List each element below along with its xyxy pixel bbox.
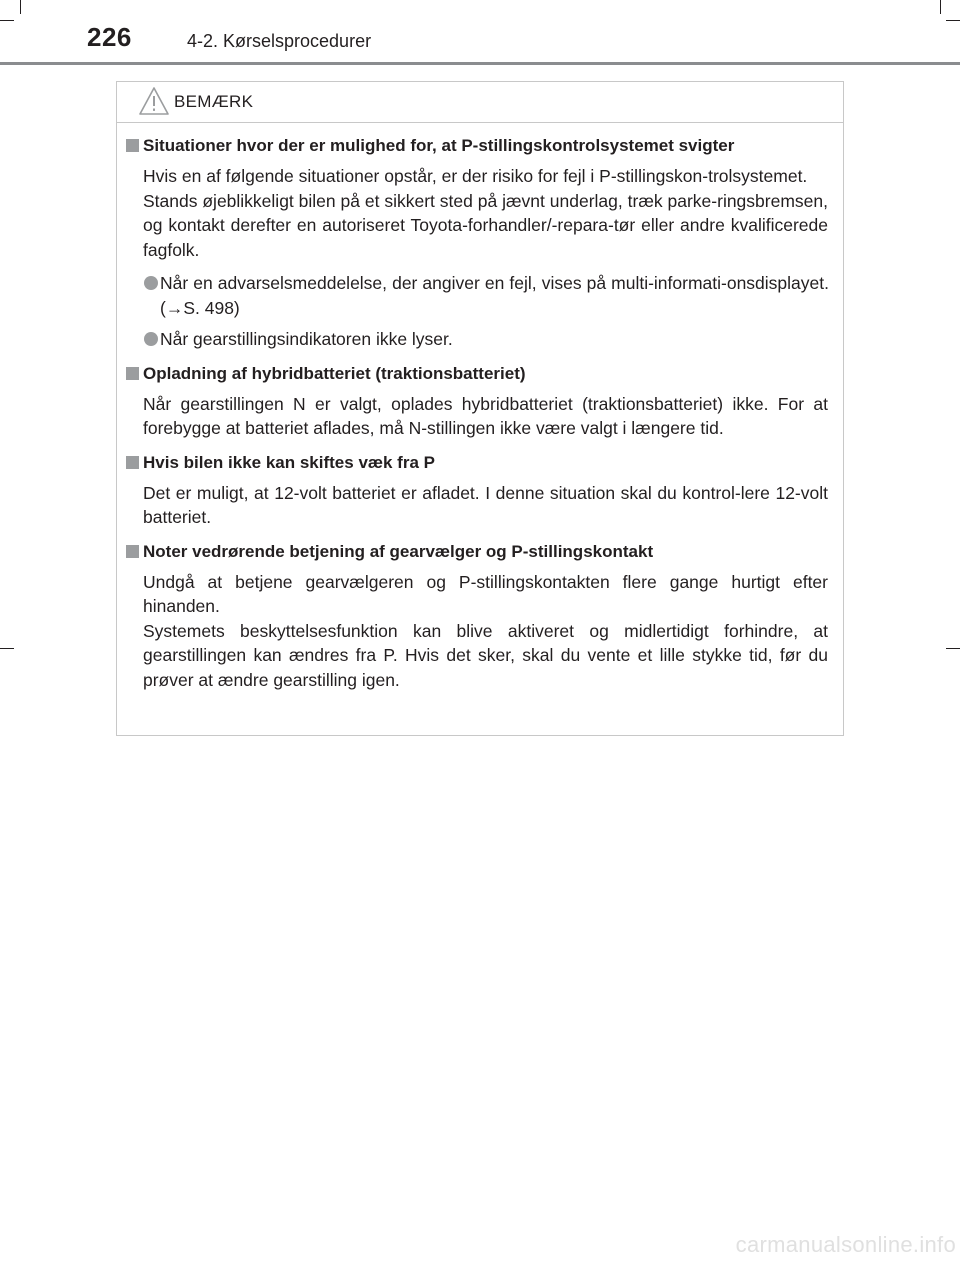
- page-number: 226: [87, 22, 132, 52]
- section-heading-text: Opladning af hybridbatteriet (traktionsbatteriet): [143, 363, 526, 383]
- square-bullet-icon: [126, 367, 139, 380]
- list-item-text: Når en advarselsmeddelelse, der angiver en fejl, vises på multi-informati-onsdisplayet. (→S. 498): [160, 273, 829, 318]
- section-heading: [117, 539, 843, 565]
- header-rule: [0, 62, 960, 65]
- warning-triangle-icon: [138, 86, 170, 116]
- notice-section: [117, 539, 843, 693]
- paragraph: Det er muligt, at 12-volt batteriet er afladet. I denne situation skal du kontrol-lere 12-volt batteriet.: [143, 482, 828, 527]
- section-heading-text: Noter vedrørende betjening af gearvælger og P-stillingskontakt: [143, 541, 654, 561]
- section-heading: [117, 133, 843, 159]
- square-bullet-icon: [126, 139, 139, 152]
- section-heading: [117, 450, 843, 476]
- section-title: 4-2. Kørselsprocedurer: [187, 31, 372, 51]
- square-bullet-icon: [126, 456, 139, 469]
- section-heading-text: Hvis bilen ikke kan skiftes væk fra P: [143, 452, 435, 472]
- circle-bullet-icon: [144, 332, 158, 346]
- square-bullet-icon: [126, 545, 139, 558]
- crop-mark: [0, 648, 14, 649]
- section-heading-text: Situationer hvor der er mulighed for, at P-stillingskontrolsystemet svigter: [143, 136, 735, 155]
- spacer: [117, 441, 843, 450]
- notice-body: [117, 133, 843, 692]
- notice-section: [117, 450, 843, 530]
- notice-label: BEMÆRK: [174, 92, 254, 111]
- paragraph: Hvis en af følgende situationer opstår, er der risiko for fejl i P-stillingskon-trolsystemet.: [143, 166, 808, 186]
- circle-bullet-icon: [144, 276, 158, 290]
- paragraph: Undgå at betjene gearvælgeren og P-stillingskontakten flere gange hurtigt efter hinanden.: [143, 571, 828, 616]
- spacer: [117, 352, 843, 361]
- list-item-text: Når gearstillingsindikatoren ikke lyser.: [160, 329, 453, 349]
- notice-box: [116, 81, 844, 736]
- spacer: [117, 530, 843, 539]
- paragraph: Systemets beskyttelsesfunktion kan blive aktiveret og midlertidigt forhindre, at gearstillingen kan ændres fra P. Hvis det sker, skal du vente et lille stykke tid, før du prøver at ændre gearstilling igen.: [143, 620, 828, 690]
- watermark: carmanualsonline.info: [735, 1232, 956, 1257]
- list-item: [117, 327, 829, 352]
- notice-header: [117, 82, 843, 123]
- page-header: [0, 0, 960, 68]
- paragraph: Stands øjeblikkeligt bilen på et sikkert sted på jævnt underlag, træk parke-ringsbremsen, og kontakt derefter en autoriseret Toyota-forhandler/-repara-tør eller andre kvalificerede fagfolk.: [143, 190, 828, 260]
- list-item: [117, 271, 829, 320]
- notice-section: [117, 361, 843, 441]
- notice-section: [117, 133, 843, 352]
- section-heading: [117, 361, 843, 387]
- crop-mark: [946, 648, 960, 649]
- paragraph: Når gearstillingen N er valgt, oplades hybridbatteriet (traktionsbatteriet) ikke. For at forebygge at batteriet aflades, må N-stillingen ikke være valgt i længere tid.: [143, 393, 828, 438]
